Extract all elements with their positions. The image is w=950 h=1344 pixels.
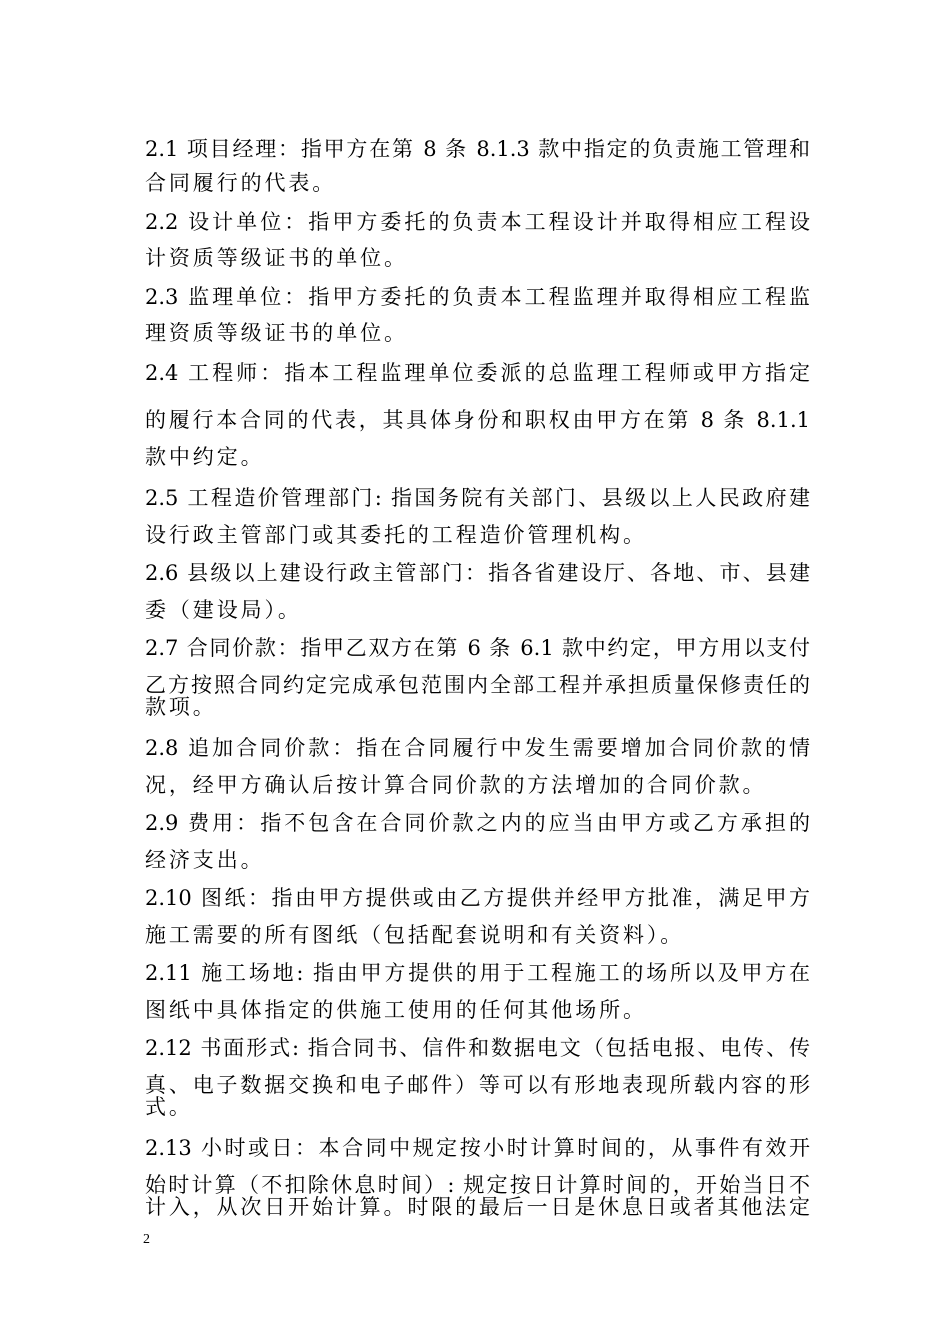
page-number: 2	[143, 1232, 150, 1247]
clause-line: 2.6 县级以上建设行政主管部门：指各省建设厅、各地、市、县建	[145, 561, 810, 585]
clause-line: 2.9 费用：指不包含在合同价款之内的应当由甲方或乙方承担的	[145, 811, 810, 835]
clause-line: 2.8 追加合同价款：指在合同履行中发生需要增加合同价款的情	[145, 736, 810, 760]
clause-2-4	[145, 361, 810, 469]
clause-line: 2.10 图纸：指由甲方提供或由乙方提供并经甲方批准，满足甲方	[145, 886, 810, 910]
clause-2-9	[145, 811, 810, 872]
clause-line: 2.5 工程造价管理部门: 指国务院有关部门、县级以上人民政府建	[145, 486, 810, 510]
clause-line: 2.3 监理单位：指甲方委托的负责本工程监理并取得相应工程监	[145, 285, 810, 309]
clause-line: 款项。	[145, 695, 217, 719]
clause-2-10	[145, 886, 810, 947]
clause-line: 2.7 合同价款：指甲乙双方在第 6 条 6.1 款中约定，甲方用以支付	[145, 636, 810, 660]
clause-2-2	[145, 210, 810, 270]
clause-line: 经济支出。	[145, 848, 265, 872]
clause-2-11	[145, 961, 810, 1022]
clause-line: 计入，从次日开始计算。时限的最后一日是休息日或者其他法定	[145, 1195, 810, 1219]
clause-line: 2.13 小时或日：本合同中规定按小时计算时间的，从事件有效开	[145, 1136, 810, 1160]
clause-line: 图纸中具体指定的供施工使用的任何其他场所。	[145, 998, 647, 1022]
clause-line: 式。	[145, 1095, 193, 1119]
clause-line: 款中约定。	[145, 445, 265, 469]
clause-2-7	[145, 636, 810, 719]
clause-line: 2.12 书面形式: 指合同书、信件和数据电文（包括电报、电传、传	[145, 1036, 810, 1060]
clause-line: 施工需要的所有图纸（包括配套说明和有关资料）。	[145, 923, 685, 947]
clause-2-6	[145, 561, 810, 622]
clause-line: 设行政主管部门或其委托的工程造价管理机构。	[145, 523, 647, 547]
clause-line: 乙方按照合同约定完成承包范围内全部工程并承担质量保修责任的	[145, 673, 810, 697]
clause-line: 合同履行的代表。	[145, 171, 337, 195]
clause-2-5	[145, 486, 810, 547]
clause-line: 计资质等级证书的单位。	[145, 246, 408, 270]
clause-2-13	[145, 1136, 810, 1219]
clause-2-1	[145, 137, 810, 195]
clause-line: 真、电子数据交换和电子邮件）等可以有形地表现所载内容的形	[145, 1073, 810, 1097]
clause-line: 理资质等级证书的单位。	[145, 321, 408, 345]
clause-line: 的履行本合同的代表，其具体身份和职权由甲方在第 8 条 8.1.1	[145, 408, 810, 432]
clause-line: 2.1 项目经理：指甲方在第 8 条 8.1.3 款中指定的负责施工管理和	[145, 137, 810, 161]
clause-2-3	[145, 285, 810, 345]
clause-line: 况，经甲方确认后按计算合同价款的方法增加的合同价款。	[145, 773, 767, 797]
clause-line: 2.4 工程师：指本工程监理单位委派的总监理工程师或甲方指定	[145, 361, 810, 385]
clause-line: 2.2 设计单位：指甲方委托的负责本工程设计并取得相应工程设	[145, 210, 810, 234]
clause-line: 始时计算（不扣除休息时间）: 规定按日计算时间的，开始当日不	[145, 1173, 810, 1197]
clause-2-12	[145, 1036, 810, 1119]
clause-line: 2.11 施工场地: 指由甲方提供的用于工程施工的场所以及甲方在	[145, 961, 810, 985]
clause-2-8	[145, 736, 810, 797]
clause-line: 委（建设局）。	[145, 598, 302, 622]
